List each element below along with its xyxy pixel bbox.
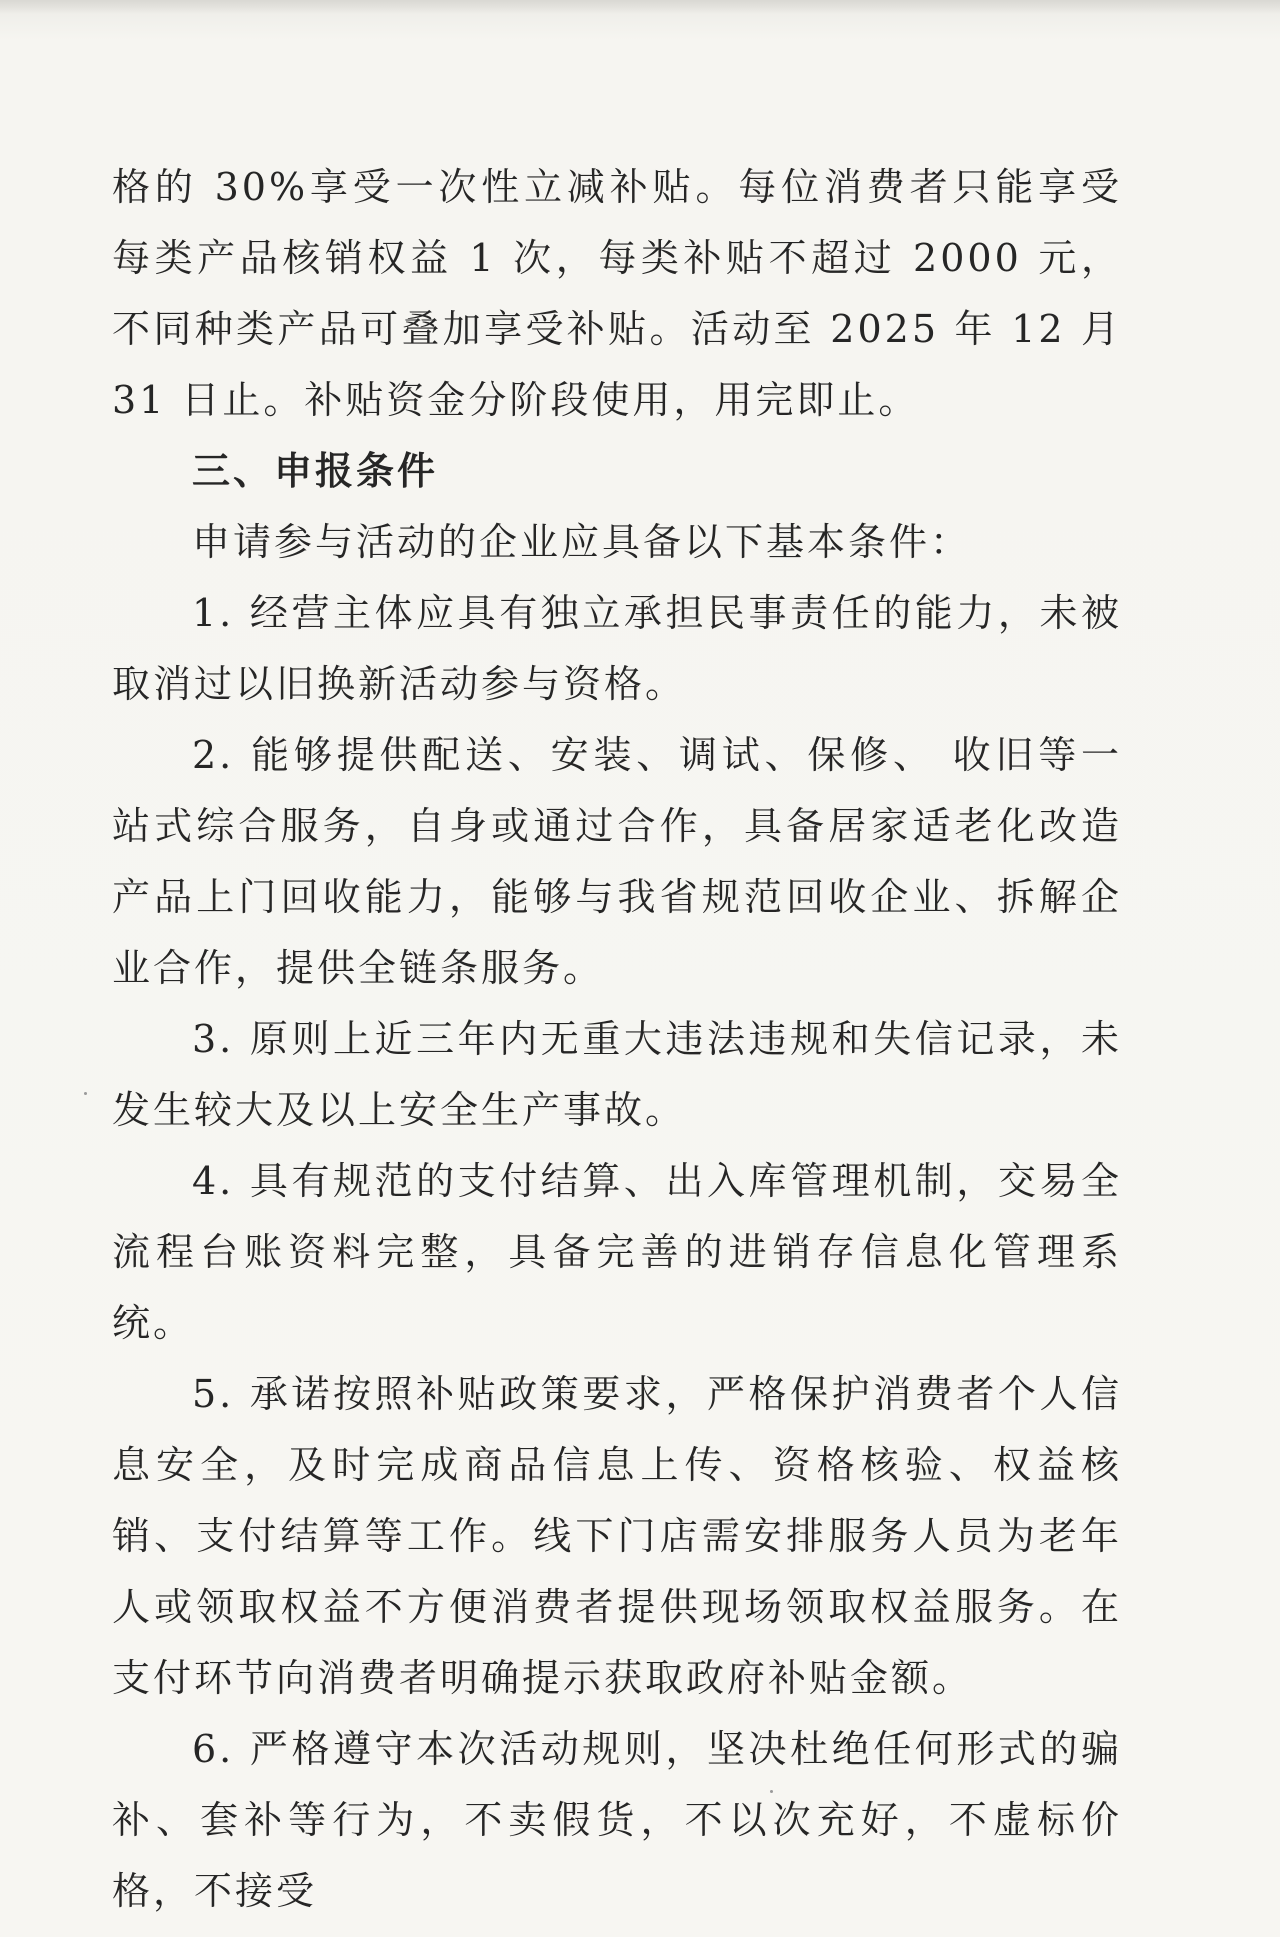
condition-item-4: 4. 具有规范的支付结算、出入库管理机制，交易全流程台账资料完整，具备完善的进销存信息化管理系统。 (112, 1159, 1122, 1345)
scan-speck (84, 1092, 87, 1095)
condition-item-3: 3. 原则上近三年内无重大违法违规和失信记录，未发生较大及以上安全生产事故。 (112, 1017, 1122, 1132)
scan-edge-shadow (0, 0, 1280, 14)
scan-speck (770, 1790, 773, 1793)
condition-item-6: 6. 严格遵守本次活动规则，坚决杜绝任何形式的骗补、套补等行为，不卖假货，不以次充好，不虚标价格，不接受 (112, 1727, 1122, 1913)
document-body (112, 152, 1122, 1927)
paragraph-continuation: 格的 30%享受一次性立减补贴。每位消费者只能享受每类产品核销权益 1 次，每类补贴不超过 2000 元，不同种类产品可叠加享受补贴。活动至 2025 年 12 月 31 日止。补贴资金分阶段使用，用完即止。 (112, 165, 1122, 422)
condition-item-2: 2. 能够提供配送、安装、调试、保修、 收旧等一站式综合服务，自身或通过合作，具备居家适老化改造产品上门回收能力，能够与我省规范回收企业、拆解企业合作，提供全链条服务。 (112, 733, 1122, 990)
condition-item-5: 5. 承诺按照补贴政策要求，严格保护消费者个人信息安全，及时完成商品信息上传、资格核验、权益核销、支付结算等工作。线下门店需安排服务人员为老年人或领取权益不方便消费者提供现场领取权益服务。在支付环节向消费者明确提示获取政府补贴金额。 (112, 1372, 1122, 1700)
condition-item-1: 1. 经营主体应具有独立承担民事责任的能力，未被取消过以旧换新活动参与资格。 (112, 591, 1122, 706)
section-heading-application-conditions: 三、申报条件 (192, 449, 439, 493)
paragraph-intro: 申请参与活动的企业应具备以下基本条件： (192, 520, 972, 564)
